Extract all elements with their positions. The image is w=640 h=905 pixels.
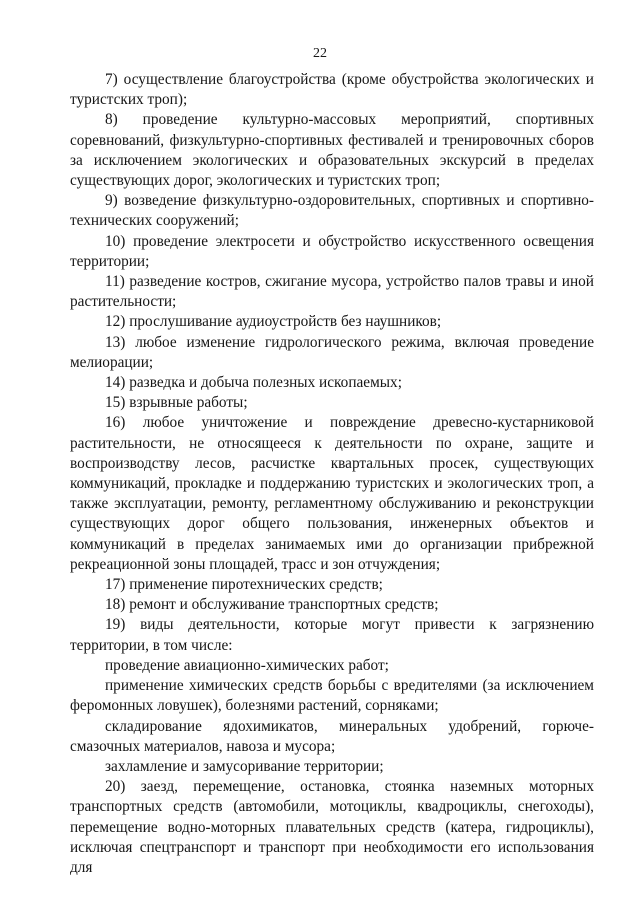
paragraph-item-10: 10) проведение электросети и обустройство искусственного освещения территории; bbox=[70, 232, 594, 270]
paragraph-item-17: 17) применение пиротехнических средств; bbox=[105, 576, 383, 594]
paragraph-item-15: 15) взрывные работы; bbox=[105, 394, 248, 412]
paragraph-item-19: 19) виды деятельности, которые могут привести к загрязнению территории, в том числе: bbox=[70, 616, 594, 654]
paragraph-item-13: 13) любое изменение гидрологического режима, включая проведение мелиорации; bbox=[70, 333, 594, 371]
paragraph-item-18: 18) ремонт и обслуживание транспортных средств; bbox=[105, 596, 439, 614]
paragraph-item-12: 12) прослушивание аудиоустройств без наушников; bbox=[105, 313, 442, 331]
paragraph-item-11: 11) разведение костров, сжигание мусора, устройство палов травы и иной растительности; bbox=[70, 273, 594, 311]
document-body bbox=[70, 70, 594, 878]
paragraph-item-14: 14) разведка и добыча полезных ископаемых; bbox=[105, 374, 402, 392]
paragraph-item-20: 20) заезд, перемещение, остановка, стоянка наземных моторных транспортных средств (автомобили, мотоциклы, квадроциклы, снегоходы), перемещение водно-моторных плавательных средств (катера, гидроциклы), исключая спецтранспорт и транспорт при необходимости его использования для bbox=[70, 778, 594, 876]
page-number: 22 bbox=[313, 46, 327, 61]
paragraph-item-8: 8) проведение культурно-массовых мероприятий, спортивных соревнований, физкультурно-спортивных фестивалей и тренировочных сборов за исключением экологических и образовательных экскурсий в пределах существующих дорог, экологических и туристских троп; bbox=[70, 111, 594, 190]
paragraph-subitem-chemicals: применение химических средств борьбы с вредителями (за исключением феромонных ловушек), болезнями растений, сорняками; bbox=[70, 677, 594, 715]
paragraph-item-9: 9) возведение физкультурно-оздоровительных, спортивных и спортивно-технических сооружений; bbox=[70, 192, 594, 230]
paragraph-subitem-aviation: проведение авиационно-химических работ; bbox=[105, 656, 389, 674]
paragraph-subitem-storage: складирование ядохимикатов, минеральных удобрений, горюче-смазочных материалов, навоза и мусора; bbox=[70, 717, 594, 755]
paragraph-subitem-littering: захламление и замусоривание территории; bbox=[105, 757, 384, 775]
paragraph-item-16: 16) любое уничтожение и повреждение древесно-кустарниковой растительности, не относящееся к деятельности по охране, защите и воспроизводству лесов, расчистке квартальных просек, существующих коммуникаций, прокладке и поддержанию туристских и экологических троп, а также эксплуатации, ремонту, регламентному обслуживанию и реконструкции существующих дорог общего пользования, инженерных объектов и коммуникаций в пределах занимаемых ими до организации прибрежной рекреационной зоны площадей, трасс и зон отчуждения; bbox=[70, 414, 594, 573]
paragraph-item-7: 7) осуществление благоустройства (кроме обустройства экологических и туристских троп); bbox=[70, 71, 594, 109]
